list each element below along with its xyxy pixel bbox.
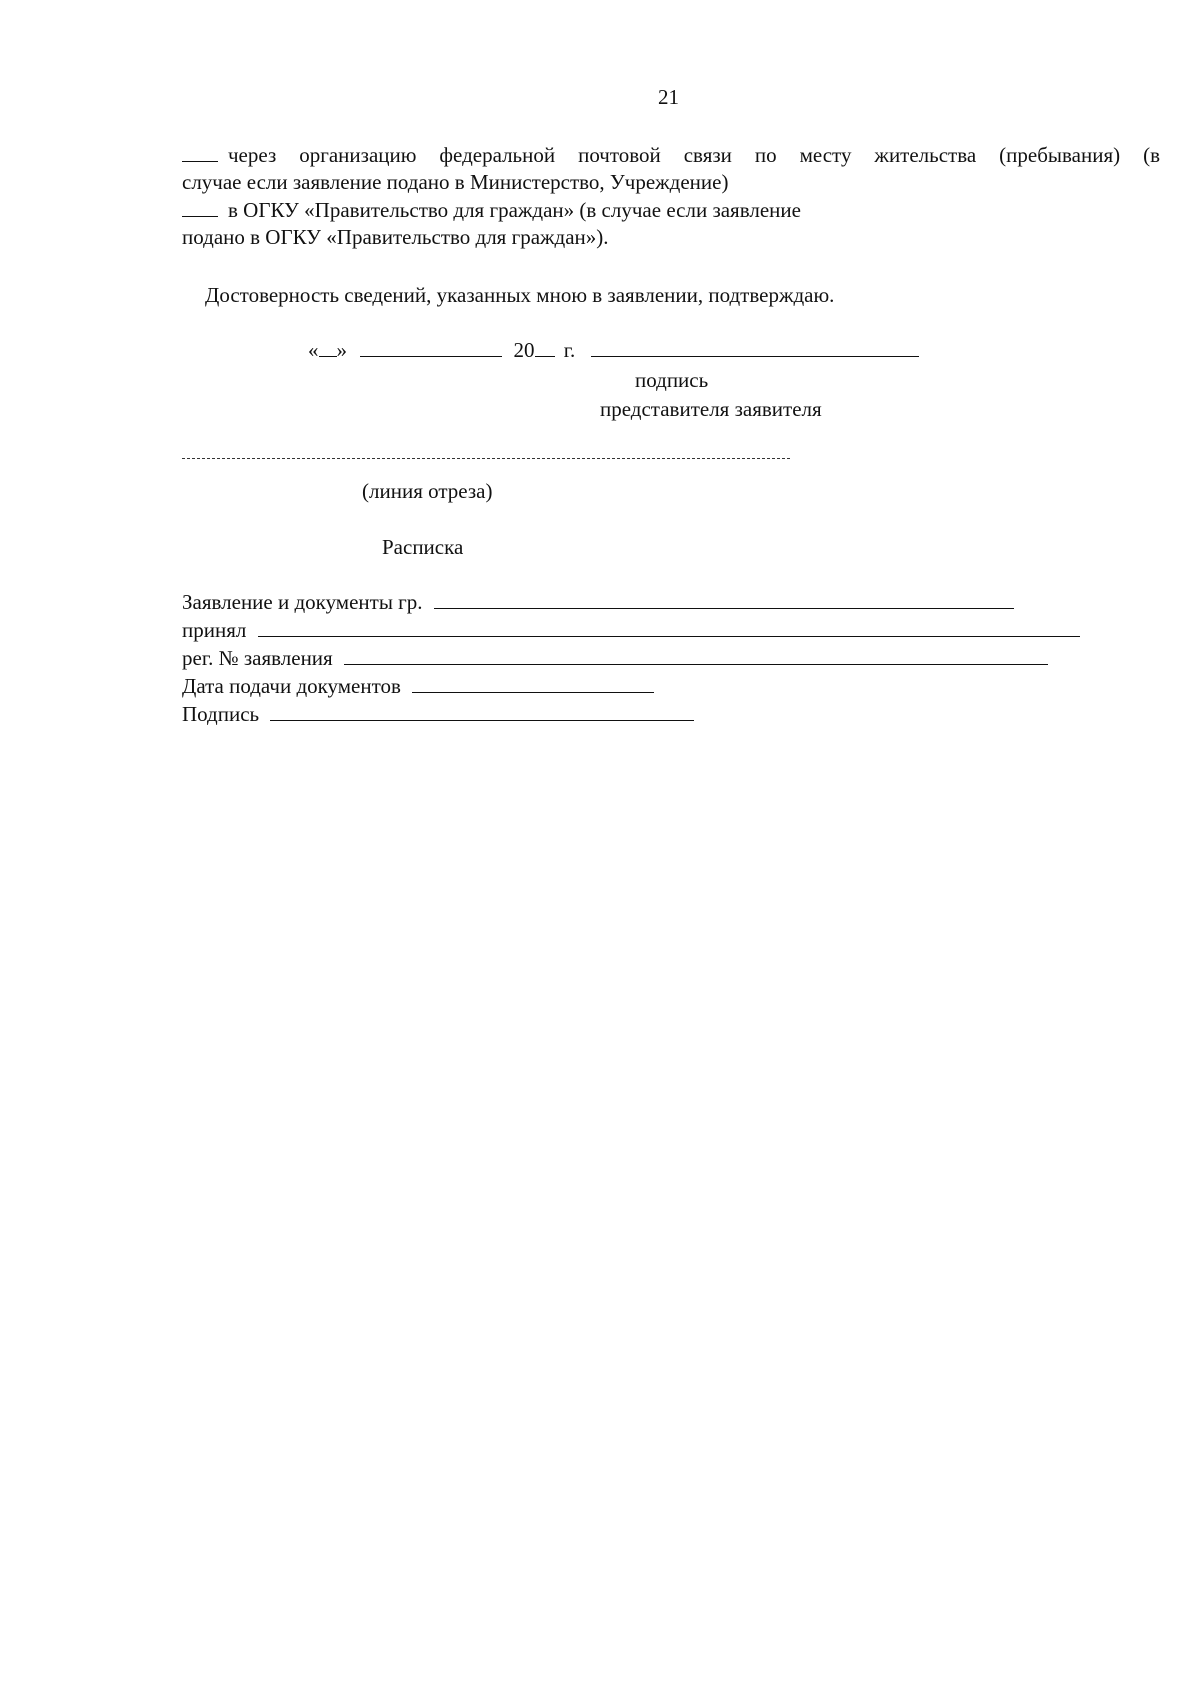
signature-caption-line2: представителя заявителя — [600, 397, 822, 421]
reg-number-blank[interactable] — [344, 646, 1048, 665]
receipt-field-label: рег. № заявления — [182, 646, 333, 670]
signature-blank[interactable] — [591, 338, 919, 357]
date-signature-line — [308, 337, 919, 363]
receipt-field-applicant — [182, 589, 1014, 615]
month-blank[interactable] — [360, 338, 502, 357]
delivery-option-post-line2: случае если заявление подано в Министерство, Учреждение) — [182, 170, 729, 194]
receipt-field-signature — [182, 701, 694, 727]
option-post-blank[interactable] — [182, 143, 218, 162]
receipt-field-label: Заявление и документы гр. — [182, 590, 423, 614]
option-post-text-line1: через организацию федеральной почтовой связи по месту жительства (пребывания) (в — [228, 143, 1160, 167]
receipt-signature-blank[interactable] — [270, 702, 694, 721]
delivery-option-ogku — [182, 197, 801, 223]
received-by-blank[interactable] — [258, 618, 1080, 637]
cut-line — [182, 458, 790, 459]
year-suffix: г. — [563, 338, 576, 362]
receipt-field-label: принял — [182, 618, 247, 642]
receipt-title: Расписка — [382, 535, 464, 559]
page-number: 21 — [658, 85, 679, 109]
option-ogku-blank[interactable] — [182, 198, 218, 217]
delivery-option-post — [182, 142, 1160, 168]
day-blank[interactable] — [319, 338, 337, 357]
signature-caption-line1: подпись — [635, 368, 709, 392]
receipt-field-label: Подпись — [182, 702, 260, 726]
applicant-name-blank[interactable] — [434, 590, 1014, 609]
submission-date-blank[interactable] — [412, 674, 654, 693]
option-ogku-text-line1: в ОГКУ «Правительство для граждан» (в случае если заявление — [228, 198, 801, 222]
quote-close: » — [336, 338, 347, 362]
receipt-field-reg-number — [182, 645, 1048, 671]
year-blank[interactable] — [535, 338, 555, 357]
cut-line-label: (линия отреза) — [362, 479, 493, 503]
receipt-field-received-by — [182, 617, 1080, 643]
confirmation-text: Достоверность сведений, указанных мною в заявлении, подтверждаю. — [205, 283, 835, 307]
receipt-field-label: Дата подачи документов — [182, 674, 401, 698]
delivery-option-ogku-line2: подано в ОГКУ «Правительство для граждан»). — [182, 225, 609, 249]
quote-open: « — [308, 338, 319, 362]
receipt-field-submission-date — [182, 673, 654, 699]
year-prefix: 20 — [513, 338, 535, 362]
